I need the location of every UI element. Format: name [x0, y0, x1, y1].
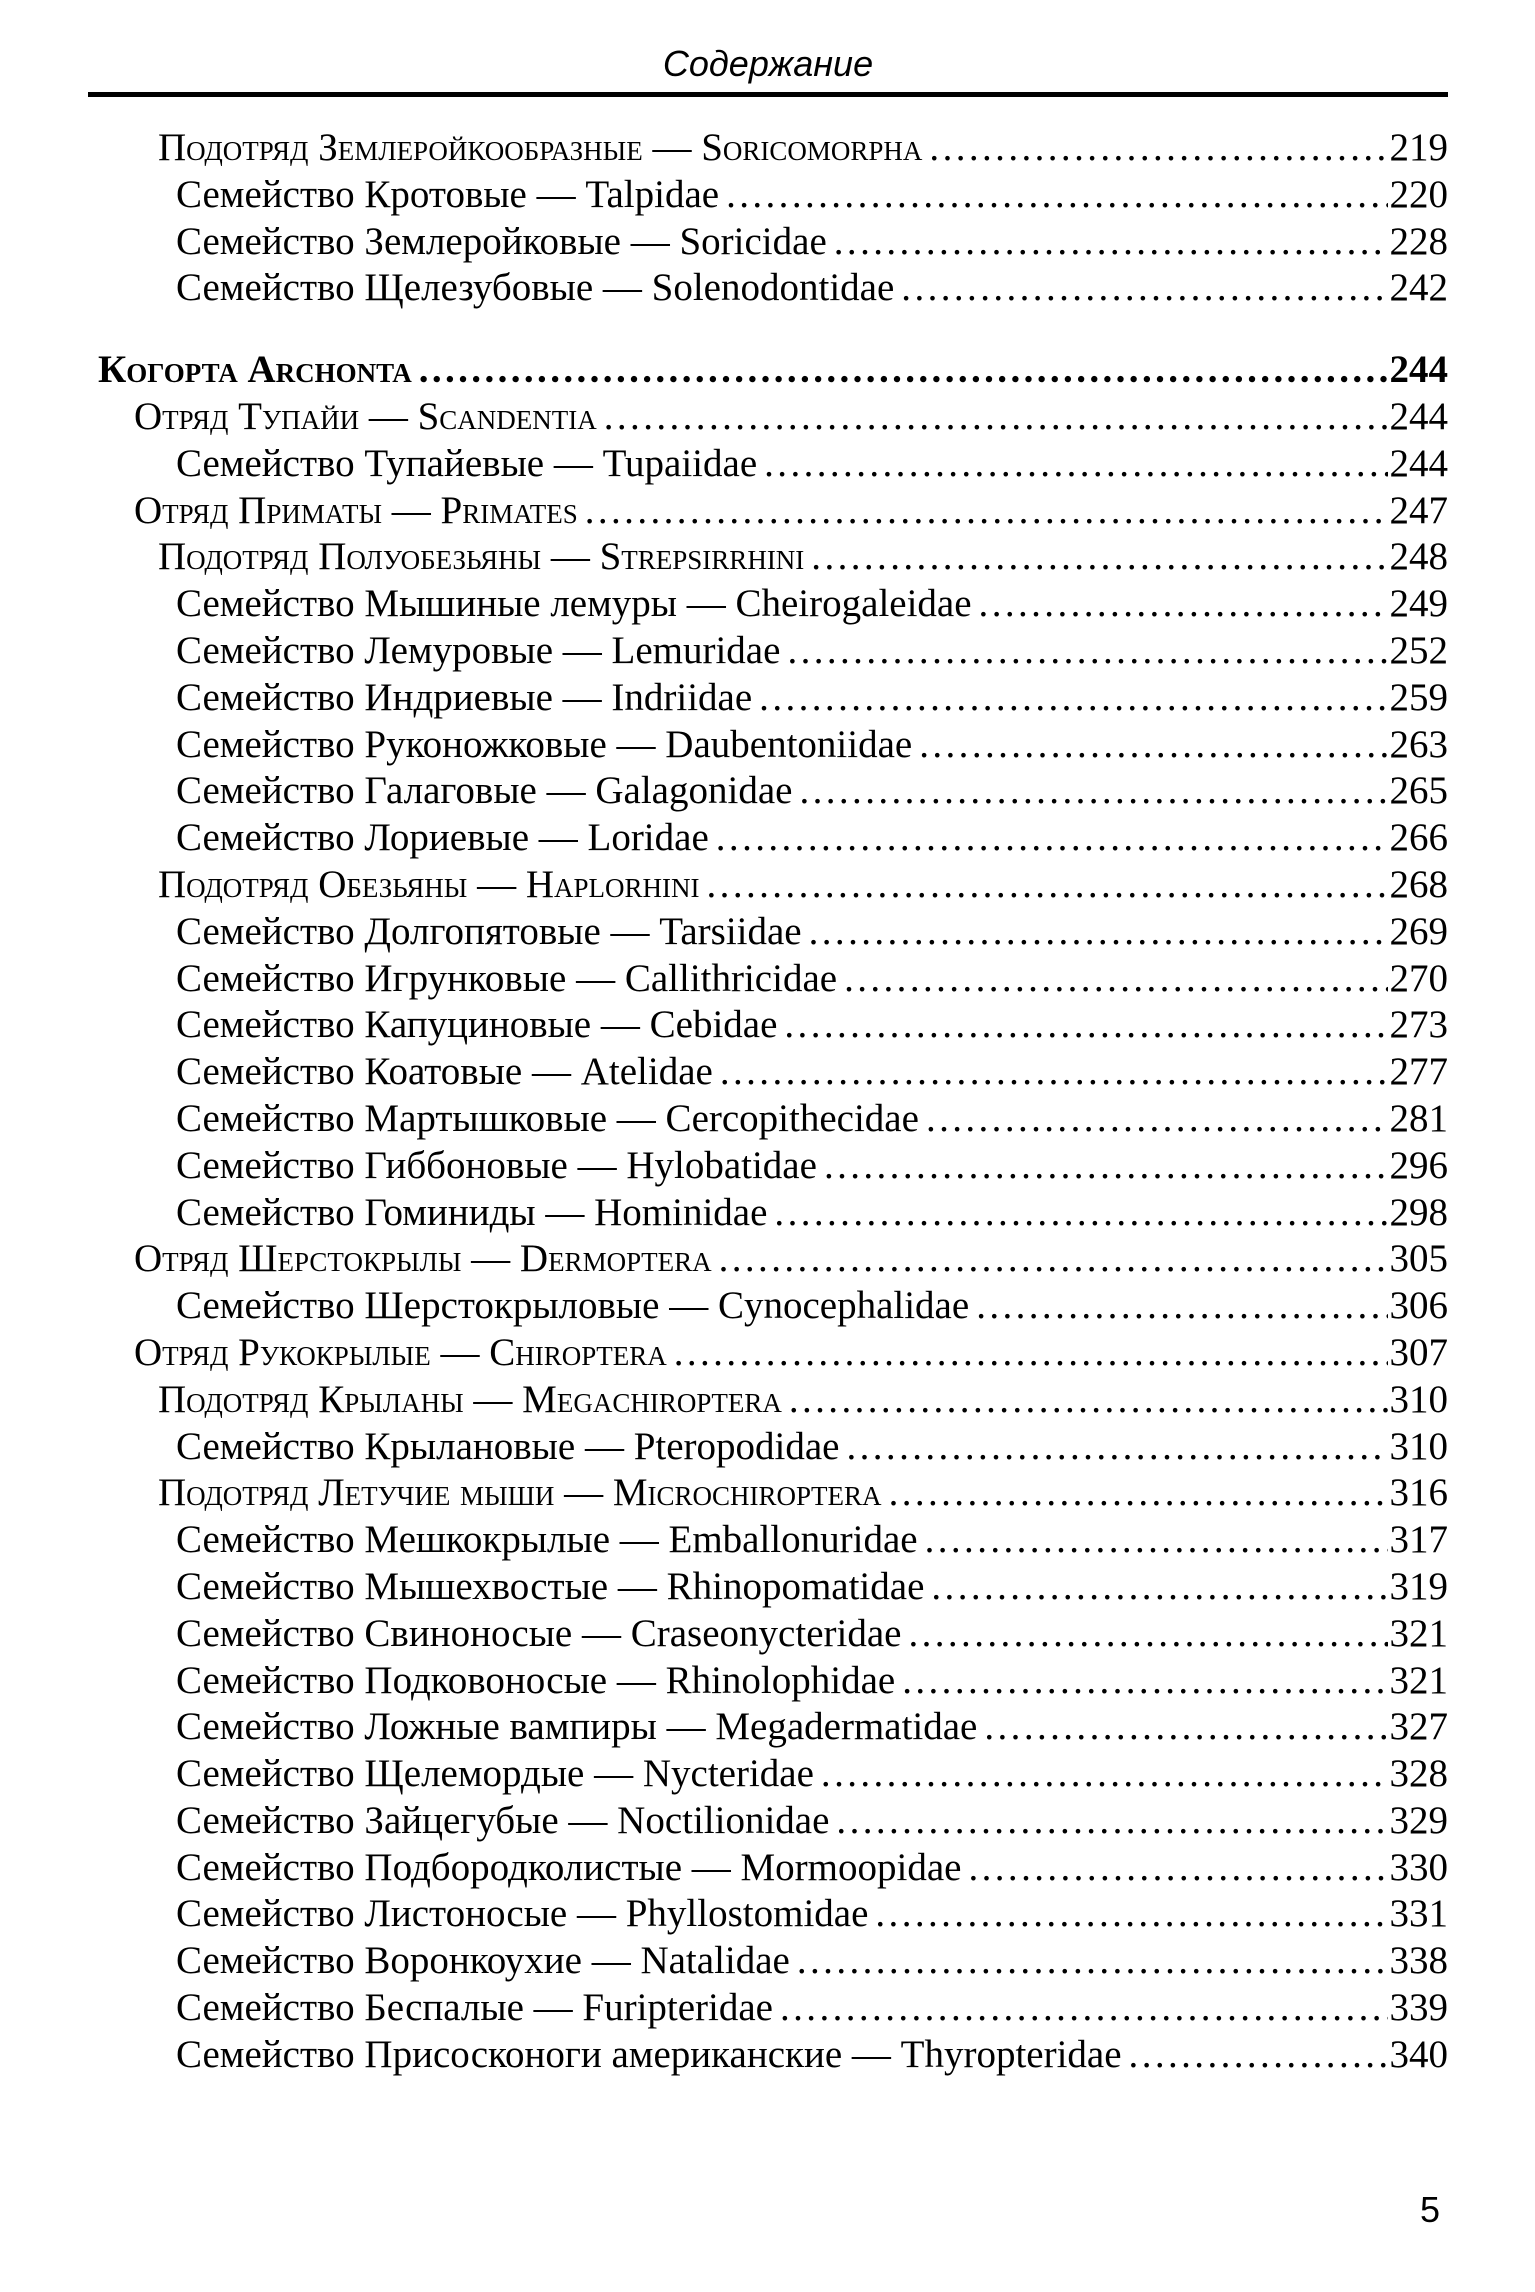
entry-page: 317 — [1389, 1518, 1448, 1562]
dot-leader — [889, 1470, 1388, 1517]
entry-label: Семейство Присосконоги американские — Thyropteridae — [176, 2032, 1122, 2076]
toc-entry — [176, 1611, 1448, 1658]
entry-page: 265 — [1389, 769, 1448, 813]
dot-leader — [976, 1283, 1387, 1330]
entry-label: Подотряд Крыланы — Megachiroptera — [158, 1377, 782, 1421]
entry-label: Семейство Крылановые — Pteropodidae — [176, 1424, 840, 1468]
dot-leader — [926, 1096, 1388, 1143]
entry-label: Когорта Archonta — [98, 348, 412, 392]
entry-label: Подотряд Обезьяны — Haplorhini — [158, 862, 700, 906]
entry-label: Семейство Щелезубовые — Solenodontidae — [176, 266, 895, 310]
entry-label: Семейство Лемуровые — Lemuridae — [176, 628, 781, 672]
entry-label: Семейство Мышиные лемуры — Cheirogaleidae — [176, 582, 972, 626]
dot-leader — [875, 1891, 1387, 1938]
toc-entry — [176, 815, 1448, 862]
dot-leader — [925, 1517, 1388, 1564]
dot-leader — [821, 1751, 1388, 1798]
entry-label: Семейство Зайцегубые — Noctilionidae — [176, 1798, 830, 1842]
entry-page: 266 — [1389, 816, 1448, 860]
dot-leader — [824, 1143, 1388, 1190]
entry-page: 242 — [1389, 266, 1448, 310]
toc-entry — [176, 909, 1448, 956]
toc-entry — [134, 1236, 1448, 1283]
entry-label: Семейство Коатовые — Atelidae — [176, 1050, 713, 1094]
toc-entry — [176, 1049, 1448, 1096]
entry-label: Семейство Свиноносые — Craseonycteridae — [176, 1611, 902, 1655]
entry-label: Семейство Галаговые — Galagonidae — [176, 769, 793, 813]
entry-label: Семейство Лориевые — Loridae — [176, 816, 709, 860]
toc-entry — [158, 534, 1448, 581]
dot-leader — [719, 1236, 1388, 1283]
entry-page: 329 — [1389, 1798, 1448, 1842]
dot-leader — [968, 1845, 1387, 1892]
entry-page: 330 — [1389, 1845, 1448, 1889]
dot-leader — [919, 722, 1387, 769]
dot-leader — [901, 265, 1387, 312]
dot-leader — [799, 768, 1387, 815]
entry-label: Семейство Индриевые — Indriidae — [176, 675, 753, 719]
toc-entry — [134, 394, 1448, 441]
toc-entry — [176, 1564, 1448, 1611]
toc-entry — [176, 1704, 1448, 1751]
entry-label: Семейство Долгопятовые — Tarsiidae — [176, 909, 802, 953]
page-content — [88, 0, 1448, 2079]
entry-label: Семейство Листоносые — Phyllostomidae — [176, 1892, 869, 1936]
entry-label: Семейство Беспалые — Furipteridae — [176, 1986, 773, 2030]
entry-page: 305 — [1389, 1237, 1448, 1281]
entry-page: 268 — [1389, 862, 1448, 906]
entry-label: Семейство Землеройковые — Soricidae — [176, 219, 827, 263]
toc-entry — [176, 1424, 1448, 1471]
entry-page: 327 — [1389, 1705, 1448, 1749]
entry-page: 321 — [1389, 1611, 1448, 1655]
toc-entry — [158, 862, 1448, 909]
toc-entry — [176, 581, 1448, 628]
toc-entry — [134, 1330, 1448, 1377]
entry-page: 321 — [1389, 1658, 1448, 1702]
entry-label: Семейство Подбородколистые — Mormoopidae — [176, 1845, 962, 1889]
entry-page: 306 — [1389, 1284, 1448, 1328]
toc-entry — [176, 441, 1448, 488]
entry-page: 228 — [1389, 219, 1448, 263]
entry-label: Семейство Подковоносые — Rhinolophidae — [176, 1658, 896, 1702]
entry-page: 298 — [1389, 1190, 1448, 1234]
toc-entry — [176, 722, 1448, 769]
toc-entry — [176, 1096, 1448, 1143]
entry-page: 273 — [1389, 1003, 1448, 1047]
entry-page: 270 — [1389, 956, 1448, 1000]
toc-entry — [176, 1143, 1448, 1190]
entry-label: Семейство Капуциновые — Cebidae — [176, 1003, 778, 1047]
entry-label: Семейство Воронкоухие — Natalidae — [176, 1939, 790, 1983]
toc-entry — [134, 488, 1448, 535]
toc-entry — [158, 125, 1448, 172]
entry-label: Подотряд Летучие мыши — Microchiroptera — [158, 1471, 882, 1515]
entry-page: 244 — [1389, 394, 1448, 438]
entry-page: 277 — [1389, 1050, 1448, 1094]
entry-label: Семейство Щелемордые — Nycteridae — [176, 1752, 814, 1796]
dot-leader — [984, 1704, 1387, 1751]
entry-page: 244 — [1389, 348, 1448, 392]
dot-leader — [720, 1049, 1388, 1096]
dot-leader — [902, 1658, 1387, 1705]
dot-leader — [811, 534, 1387, 581]
entry-label: Отряд Шерстокрылы — Dermoptera — [134, 1237, 712, 1281]
toc-list — [88, 125, 1448, 2079]
toc-entry — [176, 628, 1448, 675]
entry-label: Семейство Гоминиды — Hominidae — [176, 1190, 768, 1234]
dot-leader — [774, 1190, 1387, 1237]
entry-label: Семейство Ложные вампиры — Megadermatidae — [176, 1705, 978, 1749]
entry-label: Семейство Гиббоновые — Hylobatidae — [176, 1143, 817, 1187]
toc-entry — [158, 1377, 1448, 1424]
entry-page: 340 — [1389, 2032, 1448, 2076]
dot-leader — [707, 862, 1388, 909]
dot-leader — [784, 1002, 1387, 1049]
entry-page: 244 — [1389, 441, 1448, 485]
dot-leader — [931, 1564, 1387, 1611]
dot-leader — [674, 1330, 1388, 1377]
entry-page: 269 — [1389, 909, 1448, 953]
toc-entry — [176, 1798, 1448, 1845]
toc-entry — [176, 1891, 1448, 1938]
entry-label: Семейство Руконожковые — Daubentoniidae — [176, 722, 913, 766]
dot-leader — [419, 347, 1388, 394]
toc-entry — [176, 1283, 1448, 1330]
entry-label: Подотряд Полуобезьяны — Strepsirrhini — [158, 535, 805, 579]
entry-page: 296 — [1389, 1143, 1448, 1187]
entry-label: Семейство Игрунковые — Callithricidae — [176, 956, 838, 1000]
toc-entry — [176, 1517, 1448, 1564]
entry-page: 338 — [1389, 1939, 1448, 1983]
entry-page: 281 — [1389, 1096, 1448, 1140]
entry-page: 247 — [1389, 488, 1448, 532]
entry-label: Отряд Тупайи — Scandentia — [134, 394, 597, 438]
toc-entry — [176, 1190, 1448, 1237]
toc-entry — [176, 265, 1448, 312]
toc-entry — [176, 172, 1448, 219]
dot-leader — [726, 172, 1387, 219]
dot-leader — [836, 1798, 1387, 1845]
entry-page: 263 — [1389, 722, 1448, 766]
dot-leader — [929, 125, 1387, 172]
toc-entry — [176, 1845, 1448, 1892]
entry-page: 219 — [1389, 126, 1448, 169]
entry-label: Семейство Мартышковые — Cercopithecidae — [176, 1096, 919, 1140]
dot-leader — [1129, 2032, 1388, 2079]
toc-entry — [176, 675, 1448, 722]
entry-page: 339 — [1389, 1986, 1448, 2030]
toc-entry — [158, 1470, 1448, 1517]
header-rule — [88, 92, 1448, 97]
entry-page: 259 — [1389, 675, 1448, 719]
dot-leader — [834, 219, 1388, 266]
dot-leader — [797, 1938, 1388, 1985]
dot-leader — [908, 1611, 1387, 1658]
toc-entry — [176, 219, 1448, 266]
entry-label: Семейство Мышехвостые — Rhinopomatidae — [176, 1564, 925, 1608]
toc-entry — [176, 1985, 1448, 2032]
toc-entry — [176, 1751, 1448, 1798]
page-number-footer: 5 — [1419, 2189, 1440, 2230]
entry-page: 328 — [1389, 1752, 1448, 1796]
entry-page: 248 — [1389, 535, 1448, 579]
entry-page: 310 — [1389, 1377, 1448, 1421]
toc-entry — [176, 1938, 1448, 1985]
dot-leader — [716, 815, 1388, 862]
page-title: Содержание — [662, 43, 874, 84]
dot-leader — [780, 1985, 1388, 2032]
entry-page: 319 — [1389, 1564, 1448, 1608]
dot-leader — [759, 675, 1387, 722]
toc-entry — [98, 347, 1448, 394]
dot-leader — [604, 394, 1388, 441]
toc-entry — [176, 768, 1448, 815]
dot-leader — [789, 1377, 1388, 1424]
entry-page: 310 — [1389, 1424, 1448, 1468]
entry-label: Отряд Рукокрылые — Chiroptera — [134, 1330, 667, 1374]
entry-label: Отряд Приматы — Primates — [134, 488, 578, 532]
toc-entry — [176, 956, 1448, 1003]
entry-label: Семейство Тупайевые — Tupaiidae — [176, 441, 758, 485]
dot-leader — [585, 488, 1388, 535]
dot-leader — [787, 628, 1387, 675]
entry-page: 249 — [1389, 582, 1448, 626]
entry-page: 316 — [1389, 1471, 1448, 1515]
dot-leader — [979, 581, 1388, 628]
toc-entry — [176, 1002, 1448, 1049]
entry-label: Семейство Мешкокрылые — Emballonuridae — [176, 1518, 918, 1562]
dot-leader — [846, 1424, 1387, 1471]
dot-leader — [764, 441, 1387, 488]
entry-page: 307 — [1389, 1330, 1448, 1374]
entry-page: 331 — [1389, 1892, 1448, 1936]
entry-label: Семейство Кротовые — Talpidae — [176, 172, 720, 216]
entry-label: Подотряд Землеройкообразные — Soricomorpha — [158, 126, 923, 169]
dot-leader — [844, 956, 1387, 1003]
dot-leader — [809, 909, 1388, 956]
entry-page: 252 — [1389, 628, 1448, 672]
entry-label: Семейство Шерстокрыловые — Cynocephalidae — [176, 1284, 970, 1328]
toc-entry — [176, 1658, 1448, 1705]
toc-entry — [176, 2032, 1448, 2079]
entry-page: 220 — [1389, 172, 1448, 216]
